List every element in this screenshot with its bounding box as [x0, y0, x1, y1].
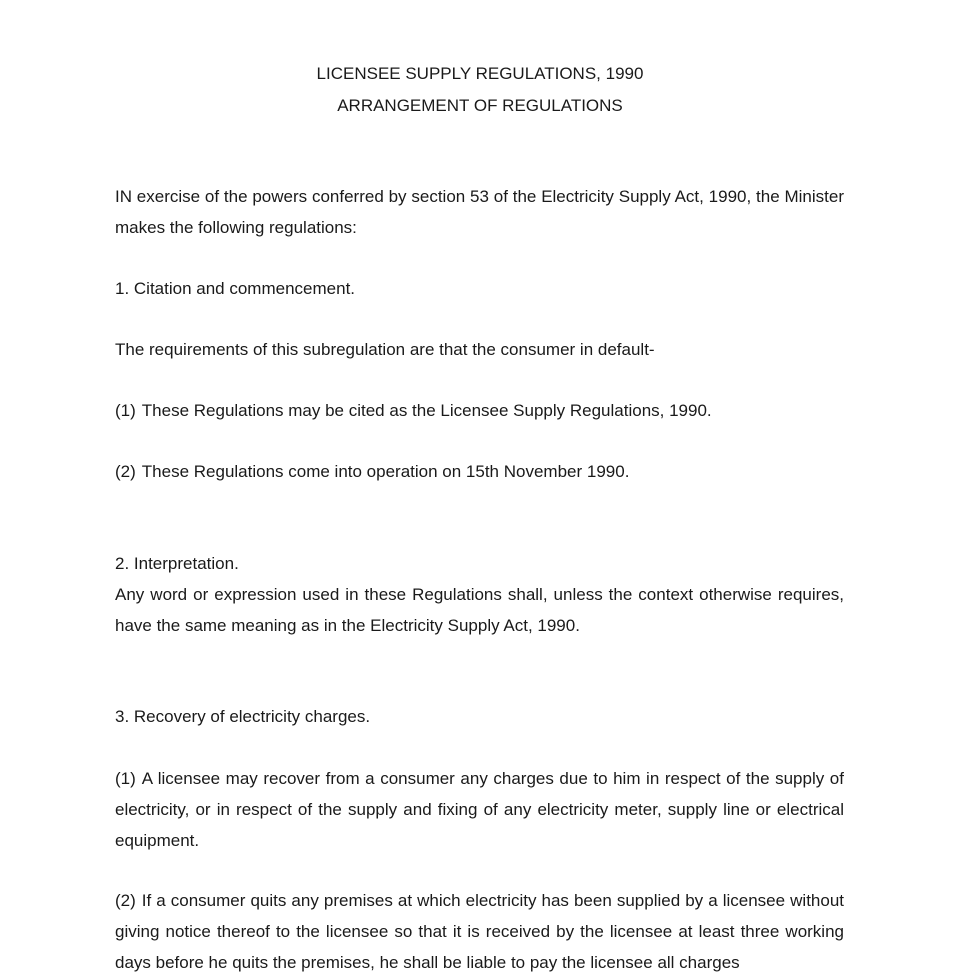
preamble: IN exercise of the powers conferred by section 53 of the Electricity Supply Act, 1990, the Minister makes the following regulations:: [115, 187, 844, 237]
clause-number: (2): [115, 891, 136, 910]
document-subtitle: ARRANGEMENT OF REGULATIONS: [337, 96, 623, 115]
clause-3-1: [115, 763, 844, 856]
clause-text: A licensee may recover from a consumer any charges due to him in respect of the supply of electricity, or in respect of the supply and fixing of any electricity meter, supply line or electrical equipment.: [115, 769, 844, 850]
clause-text: These Regulations may be cited as the Licensee Supply Regulations, 1990.: [141, 401, 712, 420]
clause-text: If a consumer quits any premises at which electricity has been supplied by a licensee without giving notice thereof to the licensee so that it is received by the licensee at least three working days before he quits the premises, he shall be liable to pay the licensee all charges: [115, 891, 844, 972]
section-heading-interpretation: 2. Interpretation.: [115, 554, 239, 573]
section-heading-citation: 1. Citation and commencement.: [115, 279, 356, 298]
clause-text: These Regulations come into operation on 15th November 1990.: [141, 462, 630, 481]
clause-number: (1): [115, 401, 136, 420]
document-title: LICENSEE SUPPLY REGULATIONS, 1990: [316, 64, 644, 83]
section-intro: The requirements of this subregulation are that the consumer in default-: [115, 340, 655, 359]
interpretation-body: Any word or expression used in these Regulations shall, unless the context otherwise requires, have the same meaning as in the Electricity Supply Act, 1990.: [115, 585, 844, 635]
clause-1-1: [115, 395, 844, 426]
clause-number: (1): [115, 769, 136, 788]
clause-3-2: [115, 885, 844, 978]
clause-1-2: [115, 456, 844, 487]
section-heading-recovery: 3. Recovery of electricity charges.: [115, 707, 371, 726]
clause-number: (2): [115, 462, 136, 481]
